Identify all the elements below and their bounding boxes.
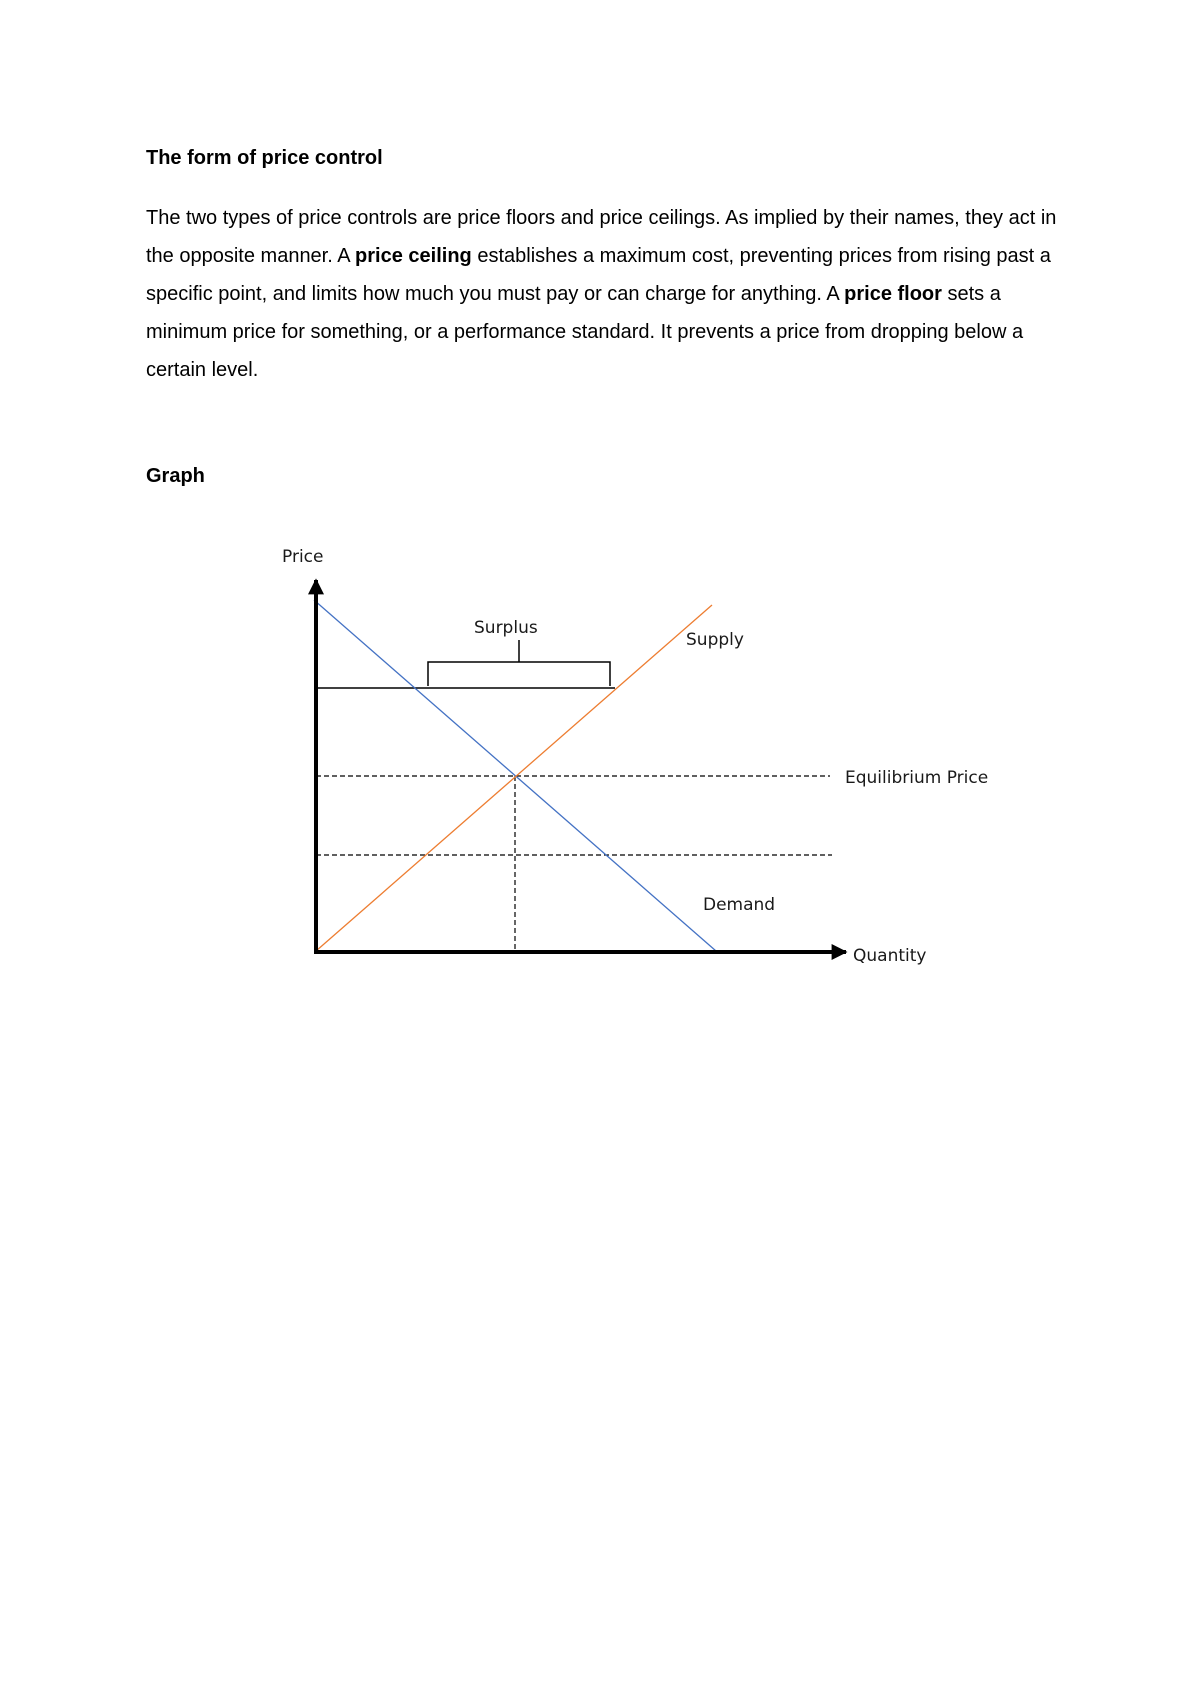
demand-label: Demand	[703, 895, 776, 915]
y-axis-label: Price	[282, 547, 324, 567]
x-axis-label: Quantity	[853, 946, 927, 966]
section-heading-graph: Graph	[146, 465, 205, 487]
paragraph-text: The two types of price controls are price floors and price ceilings. As implied by their names, they act in the opposite manner. A	[146, 207, 1057, 267]
paragraph-text: establishes a maximum cost, preventing prices from rising past a specific point, and limits how much you must pay or can charge for anything. A	[146, 245, 1051, 305]
section-heading-price-control: The form of price control	[146, 147, 383, 169]
equilibrium-price-label: Equilibrium Price	[845, 768, 989, 788]
bold-term: price floor	[844, 283, 942, 305]
supply-label: Supply	[686, 630, 744, 650]
surplus-label: Surplus	[474, 618, 538, 638]
supply-curve	[316, 605, 712, 951]
surplus-bracket	[428, 640, 610, 686]
bold-term: price ceiling	[355, 245, 472, 267]
paragraph-text: sets a minimum price for something, or a performance standard. It prevents a price from dropping below a certain level.	[146, 283, 1024, 381]
